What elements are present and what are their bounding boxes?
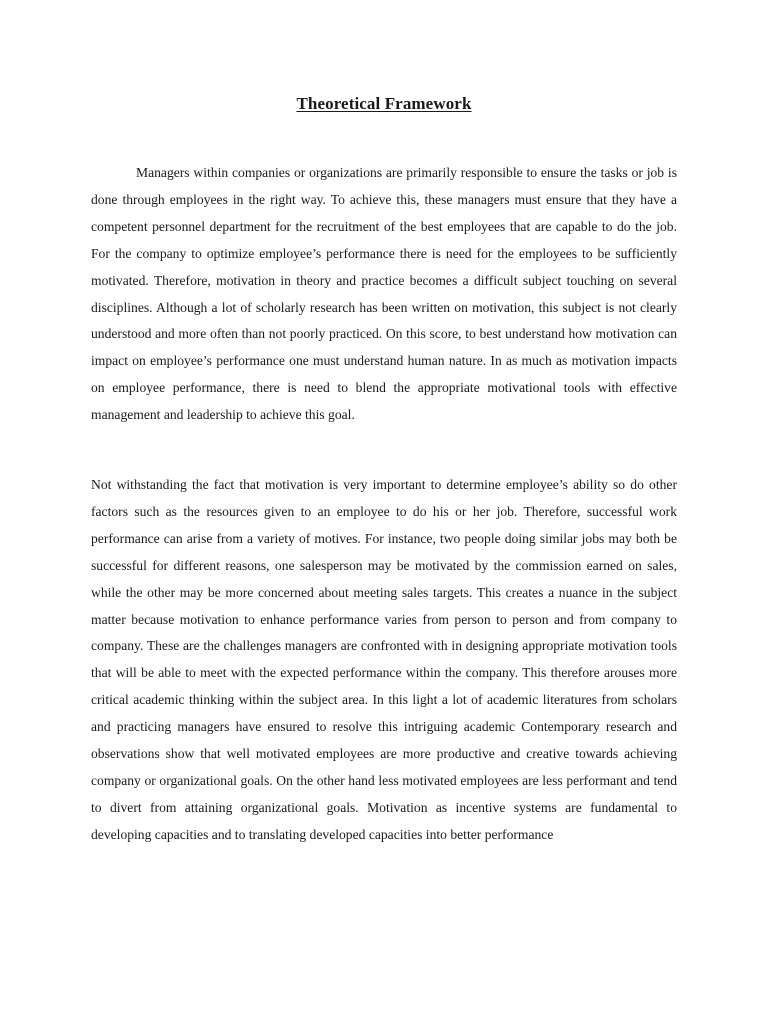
document-title: Theoretical Framework xyxy=(296,94,472,113)
paragraph-2: Not withstanding the fact that motivation is very important to determine employee’s ability so do other factors such as the resources given to an employee to do his or her job. Therefore, successful work performance can arise from a variety of motives. For instance, two people doing similar jobs may both be successful for different reasons, one salesperson may be motivated by the commission earned on sales, while the other may be more concerned about meeting sales targets. This creates a nuance in the subject matter because motivation to enhance performance varies from person to person and from company to company. These are the challenges managers are confronted with in designing appropriate motivation tools that will be able to meet with the expected performance within the company. This therefore arouses more critical academic thinking within the subject area. In this light a lot of academic literatures from scholars and practicing managers have ensured to resolve this intriguing academic Contemporary research and observations show that well motivated employees are more productive and creative towards achieving company or organizational goals. On the other hand less motivated employees are less performant and tend to divert from attaining organizational goals. Motivation as incentive systems are fundamental to developing capacities and to translating developed capacities into better performance xyxy=(91,477,677,842)
paragraph-1: Managers within companies or organizations are primarily responsible to ensure the tasks or job is done through employees in the right way. To achieve this, these managers must ensure that they have a competent personnel department for the recruitment of the best employees that are capable to do the job. For the company to optimize employee’s performance there is need for the employees to be sufficiently motivated. Therefore, motivation in theory and practice becomes a difficult subject touching on several disciplines. Although a lot of scholarly research has been written on motivation, this subject is not clearly understood and more often than not poorly practiced. On this score, to best understand how motivation can impact on employee’s performance one must understand human nature. In as much as motivation impacts on employee performance, there is need to blend the appropriate motivational tools with effective management and leadership to achieve this goal. xyxy=(91,165,677,423)
